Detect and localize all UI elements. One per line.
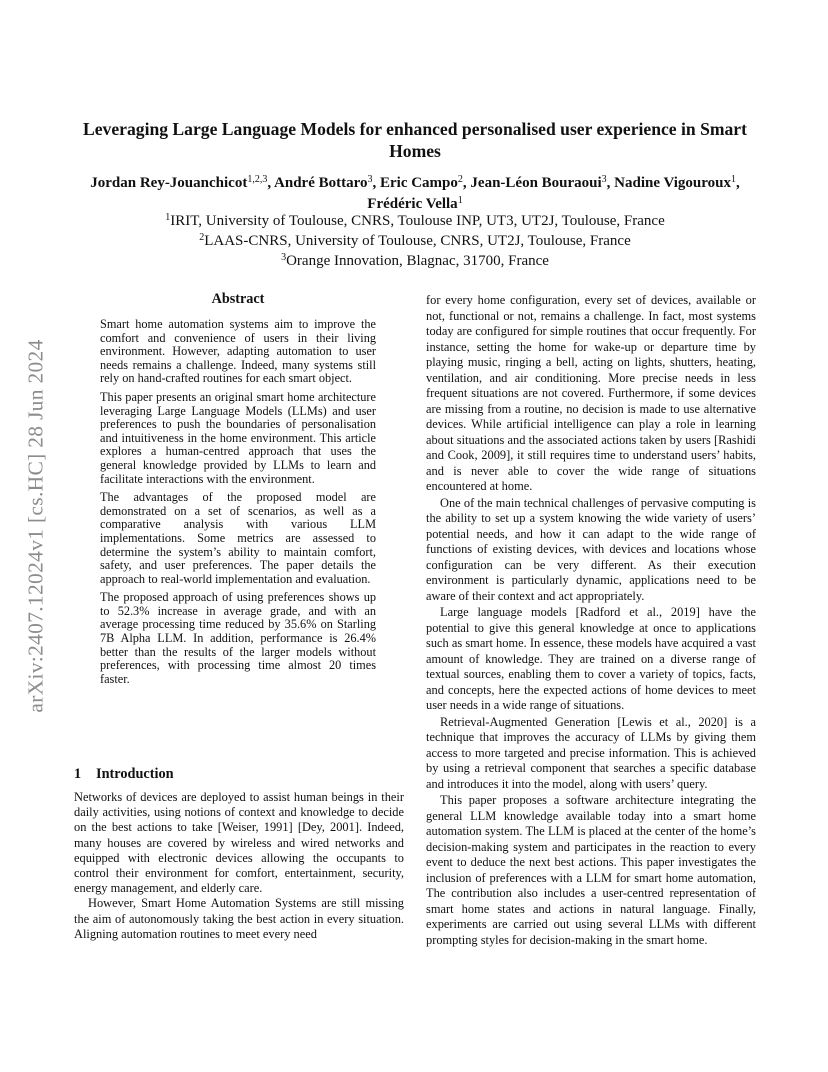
body-paragraph: One of the main technical challenges of pervasive computing is the ability to set up a system knowing the wide variety of users’ potential needs, and how it can adapt to the wide range of functions of existing devices, with devices and locations whose configuration can be very different. As their execution environment is particularly dynamic, applications need to be aware of their context and act appropriately. xyxy=(426,495,756,603)
abstract-paragraph: Smart home automation systems aim to improve the comfort and convenience of users in their living environment. However, adapting automation to user needs remains a challenge. Indeed, many systems still rely on hand-crafted routines for each smart object. xyxy=(100,317,376,386)
body-paragraph: However, Smart Home Automation Systems are still missing the aim of autonomously taking the best action in every situation. Aligning automation routines to meet every need xyxy=(74,896,404,941)
author: Jordan Rey-Jouanchicot$^{1,2,3}$, xyxy=(90,174,275,191)
body-paragraph: Large language models [Radford et al., 2019] have the potential to give this general knowledge at once to applications such as smart home. In essence, these models have acquired a vast amount of knowledge. They are trained on a diverse range of textual sources, enabling them to cover a variety of topics, facts, and concepts, here the expected actions of home devices to meet user needs in a wide range of situations. xyxy=(426,605,756,712)
right-column xyxy=(426,293,756,949)
body-paragraph: Retrieval-Augmented Generation [Lewis et al., 2020] is a technique that improves the accuracy of LLMs by giving them access to more targeted and precise information. This is achieved by using a retrieval component that searches a specific database and introduces it into the model, along with users’ query. xyxy=(426,714,756,791)
author: Eric Campo$^2$, xyxy=(379,174,471,191)
arxiv-identifier: arXiv:2407.12024v1 [cs.HC] 28 Jun 2024 xyxy=(23,339,48,713)
body-paragraph: for every home configuration, every set of devices, available or not, functional or not, remains a challenge. In fact, most systems today are configured for simple routines that occur frequently. For instance, setting the home for wake-up or departure time by playing music, ringing a bell, acting on lights, shutters, heating, ventilation, and air conditioning. More precise needs in less frequent situations are not covered. Furthermore, if some devices are missing from a routine, no decision is made to use alternative devices. While artificial intelligence can play a role in learning about situations and the associated actions taken by users [Rashidi and Cook, 2009], it still requires time to understand users’ habits, and is never able to cover the wide range of situations encountered at home. xyxy=(426,293,756,493)
affiliation: $^2$LAAS-CNRS, University of Toulouse, CNRS, UT2J, Toulouse, France xyxy=(199,232,631,249)
intro-left-column xyxy=(74,790,404,942)
author: Nadine Vigouroux$^1$, xyxy=(614,174,740,191)
abstract-body xyxy=(100,318,376,691)
body-paragraph: Networks of devices are deployed to assist human beings in their daily activities, using notions of context and knowledge to decide on the best actions to take [Weiser, 1991] [Dey, 2001]. Indeed, many houses are covered by wireless and wired networks and equipped with electronic devices allowing the occupants to control their environment for comfort, entertainment, security, energy management, and elderly care. xyxy=(74,790,404,896)
author: André Bottaro$^3$, xyxy=(274,174,380,191)
affiliation: $^3$Orange Innovation, Blagnac, 31700, France xyxy=(281,252,549,269)
section-heading xyxy=(74,765,404,784)
author-list xyxy=(90,173,740,215)
body-paragraph: This paper proposes a software architecture integrating the general LLM knowledge available today into a smart home automation system. The LLM is placed at the center of the home’s decision-making system and participates in the reaction to every event to deduce the next best actions. This paper investigates the inclusion of preferences with a LLM for smart home automation, The contribution also includes a user-centred representation of smart home states and actions in natural language. Finally, experiments are carried out using several LLMs with different prompting styles for decision-making in the smart home. xyxy=(426,793,756,947)
section-title: Introduction xyxy=(96,766,174,782)
section-number: 1 xyxy=(74,766,82,782)
affiliation: $^1$IRIT, University of Toulouse, CNRS, Toulouse INP, UT3, UT2J, Toulouse, France xyxy=(165,212,665,229)
paper-title: Leveraging Large Language Models for enhanced personalised user experience in Smart Homes xyxy=(83,119,747,161)
abstract-paragraph: The proposed approach of using preferences shows up to 52.3% increase in average grade, and with an average processing time reduced by 35.6% on Starling 7B Alpha LLM. In addition, performance is 26.4% better than the results of the larger models without preferences, with processing time almost 20 times faster. xyxy=(100,590,376,686)
affiliation-list xyxy=(70,211,760,271)
author: Jean-Léon Bouraoui$^3$, xyxy=(470,174,615,191)
abstract-paragraph: The advantages of the proposed model are demonstrated on a set of scenarios, as well as a comparative analysis with various LLM implementations. Some metrics are assessed to determine the system’s ability to maintain comfort, safety, and user preferences. The paper details the approach to real-world implementation and evaluation. xyxy=(100,490,376,586)
abstract-paragraph: This paper presents an original smart home architecture leveraging Large Language Models (LLMs) and user preferences to push the boundaries of personalisation and intuitiveness in the home environment. This article explores a human-centred approach that uses the general knowledge provided by LLMs to learn and facilitate interactions with the environment. xyxy=(100,389,376,486)
author: Frédéric Vella$^1$ xyxy=(367,195,463,212)
abstract-heading: Abstract xyxy=(211,291,265,307)
arxiv-side-stamp xyxy=(18,290,54,762)
